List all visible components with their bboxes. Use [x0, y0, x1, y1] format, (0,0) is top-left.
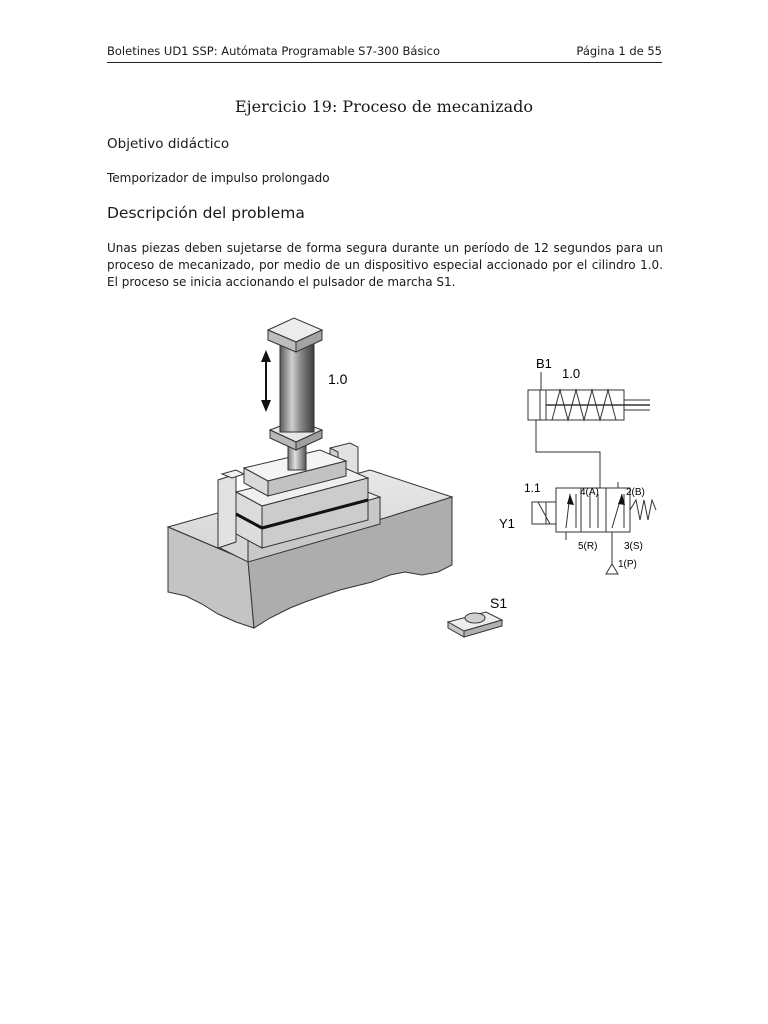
port-5-label: 5(R)	[578, 541, 598, 552]
valve-label: 1.1	[524, 481, 541, 495]
description-heading: Descripción del problema	[107, 204, 305, 222]
objective-text: Temporizador de impulso prolongado	[107, 171, 330, 185]
schematic-cylinder-label: 1.0	[562, 366, 581, 381]
stroke-direction-arrow-icon	[261, 350, 271, 412]
port-2-label: 2(B)	[626, 487, 645, 498]
sensor-label: B1	[536, 356, 552, 371]
cylinder-label: 1.0	[328, 371, 348, 387]
pushbutton-label: S1	[490, 595, 508, 611]
objective-heading: Objetivo didáctico	[107, 136, 230, 152]
port-1-label: 1(P)	[618, 559, 637, 570]
solenoid-label: Y1	[499, 516, 515, 531]
pneumatic-cylinder	[268, 318, 322, 470]
description-text: Unas piezas deben sujetarse de forma segura durante un período de 12 segundos para un proceso de mecanizado, por medio de un dispositivo especial accionado por el cilindro 1.0. El proceso se inicia accionando el pulsador de marcha S1.	[107, 241, 663, 289]
port-4-label: 4(A)	[580, 487, 599, 498]
exercise-title: Ejercicio 19: Proceso de mecanizado	[234, 97, 534, 116]
header-page-number: Página 1 de 55	[576, 44, 662, 58]
start-pushbutton	[448, 612, 502, 637]
header-document-title: Boletines UD1 SSP: Autómata Programable S7-300 Básico	[107, 44, 441, 58]
port-3-label: 3(S)	[624, 541, 643, 552]
